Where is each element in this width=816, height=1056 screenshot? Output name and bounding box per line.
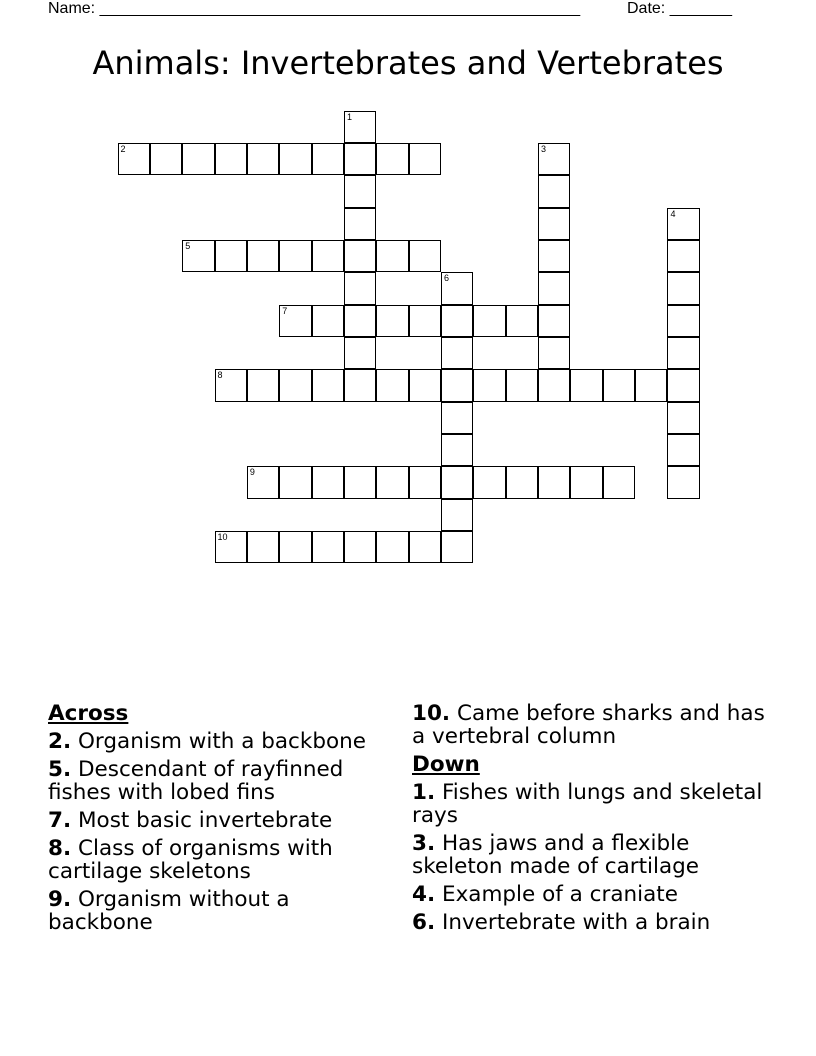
page-title: Animals: Invertebrates and Vertebrates bbox=[92, 44, 724, 82]
crossword-cell[interactable] bbox=[667, 272, 699, 304]
crossword-cell[interactable] bbox=[376, 466, 408, 498]
crossword-cell[interactable] bbox=[247, 531, 279, 563]
crossword-cell[interactable] bbox=[538, 272, 570, 304]
down-heading: Down bbox=[412, 752, 480, 777]
clue-number: 8. bbox=[48, 836, 72, 861]
crossword-cell[interactable] bbox=[441, 369, 473, 401]
crossword-cell[interactable] bbox=[506, 369, 538, 401]
crossword-cell[interactable] bbox=[603, 466, 635, 498]
down-clue bbox=[412, 781, 782, 827]
crossword-cell[interactable] bbox=[473, 369, 505, 401]
crossword-cell[interactable] bbox=[667, 240, 699, 272]
crossword-cell[interactable] bbox=[344, 208, 376, 240]
clue-text: Organism without a backbone bbox=[48, 887, 290, 935]
down-clue bbox=[412, 832, 782, 878]
crossword-cell[interactable] bbox=[506, 305, 538, 337]
clue-number: 5. bbox=[48, 757, 72, 782]
crossword-cell[interactable] bbox=[215, 531, 247, 563]
date-field-label: Date: _______ bbox=[627, 0, 732, 17]
crossword-cell[interactable] bbox=[376, 369, 408, 401]
crossword-cell[interactable] bbox=[215, 143, 247, 175]
clue-text: Descendant of rayfinned fishes with lobed fins bbox=[48, 757, 344, 805]
clue-number: 1. bbox=[412, 780, 436, 805]
down-clue bbox=[412, 911, 782, 934]
cell-number: 2 bbox=[120, 143, 126, 154]
crossword-cell[interactable] bbox=[279, 240, 311, 272]
crossword-cell[interactable] bbox=[667, 434, 699, 466]
crossword-cell[interactable] bbox=[667, 208, 699, 240]
crossword-cell[interactable] bbox=[344, 175, 376, 207]
crossword-cell[interactable] bbox=[279, 369, 311, 401]
crossword-cell[interactable] bbox=[182, 143, 214, 175]
crossword-cell[interactable] bbox=[118, 143, 150, 175]
crossword-cell[interactable] bbox=[215, 369, 247, 401]
crossword-cell[interactable] bbox=[247, 143, 279, 175]
crossword-cell[interactable] bbox=[635, 369, 667, 401]
cell-number: 9 bbox=[249, 467, 255, 478]
crossword-cell[interactable] bbox=[312, 240, 344, 272]
clue-number: 9. bbox=[48, 887, 72, 912]
crossword-cell[interactable] bbox=[150, 143, 182, 175]
crossword-cell[interactable] bbox=[441, 434, 473, 466]
cell-number: 5 bbox=[185, 240, 191, 251]
across-clue bbox=[48, 888, 393, 934]
crossword-cell[interactable] bbox=[344, 305, 376, 337]
crossword-cell[interactable] bbox=[344, 111, 376, 143]
crossword-cell[interactable] bbox=[570, 369, 602, 401]
across-clue bbox=[48, 758, 393, 804]
crossword-cell[interactable] bbox=[409, 531, 441, 563]
crossword-cell[interactable] bbox=[409, 466, 441, 498]
clues-left-column bbox=[48, 702, 393, 939]
crossword-cell[interactable] bbox=[344, 466, 376, 498]
clue-number: 3. bbox=[412, 831, 436, 856]
crossword-cell[interactable] bbox=[473, 466, 505, 498]
crossword-cell[interactable] bbox=[247, 466, 279, 498]
crossword-cell[interactable] bbox=[376, 240, 408, 272]
crossword-cell[interactable] bbox=[409, 240, 441, 272]
crossword-cell[interactable] bbox=[441, 337, 473, 369]
crossword-cell[interactable] bbox=[279, 305, 311, 337]
clue-text: Most basic invertebrate bbox=[77, 808, 333, 833]
crossword-cell[interactable] bbox=[279, 466, 311, 498]
crossword-cell[interactable] bbox=[409, 305, 441, 337]
crossword-cell[interactable] bbox=[667, 466, 699, 498]
crossword-cell[interactable] bbox=[344, 531, 376, 563]
crossword-cell[interactable] bbox=[667, 337, 699, 369]
cell-number: 1 bbox=[346, 111, 352, 122]
crossword-cell[interactable] bbox=[538, 240, 570, 272]
cell-number: 7 bbox=[282, 305, 288, 316]
crossword-cell[interactable] bbox=[441, 402, 473, 434]
crossword-cell[interactable] bbox=[538, 208, 570, 240]
across-clue bbox=[412, 702, 782, 748]
crossword-cell[interactable] bbox=[538, 175, 570, 207]
clue-text: Has jaws and a flexible skeleton made of cartilage bbox=[412, 831, 700, 879]
clue-number: 10. bbox=[412, 701, 451, 726]
crossword-cell[interactable] bbox=[538, 369, 570, 401]
crossword-cell[interactable] bbox=[376, 305, 408, 337]
crossword-cell[interactable] bbox=[344, 337, 376, 369]
cell-number: 10 bbox=[217, 532, 228, 543]
clue-number: 7. bbox=[48, 808, 72, 833]
across-clue bbox=[48, 809, 393, 832]
crossword-cell[interactable] bbox=[279, 531, 311, 563]
cell-number: 3 bbox=[541, 143, 547, 154]
clue-text: Invertebrate with a brain bbox=[441, 910, 711, 935]
clue-text: Fishes with lungs and skeletal rays bbox=[412, 780, 763, 828]
clue-text: Example of a craniate bbox=[441, 882, 678, 907]
crossword-cell[interactable] bbox=[215, 240, 247, 272]
crossword-cell[interactable] bbox=[538, 305, 570, 337]
crossword-cell[interactable] bbox=[603, 369, 635, 401]
crossword-cell[interactable] bbox=[312, 143, 344, 175]
crossword-cell[interactable] bbox=[344, 240, 376, 272]
crossword-cell[interactable] bbox=[441, 466, 473, 498]
clue-number: 2. bbox=[48, 729, 72, 754]
crossword-cell[interactable] bbox=[667, 402, 699, 434]
across-clue bbox=[48, 837, 393, 883]
crossword-cell[interactable] bbox=[312, 531, 344, 563]
name-field-label: Name: ______________________________________________________ bbox=[48, 0, 581, 17]
crossword-cell[interactable] bbox=[538, 143, 570, 175]
crossword-cell[interactable] bbox=[570, 466, 602, 498]
crossword-cell[interactable] bbox=[538, 337, 570, 369]
clue-text: Class of organisms with cartilage skeletons bbox=[48, 836, 333, 884]
crossword-cell[interactable] bbox=[247, 240, 279, 272]
cell-number: 8 bbox=[217, 370, 223, 381]
clues-right-column bbox=[412, 702, 782, 939]
cell-number: 6 bbox=[444, 273, 450, 284]
down-clue bbox=[412, 883, 782, 906]
cell-number: 4 bbox=[670, 208, 676, 219]
crossword-cell[interactable] bbox=[376, 143, 408, 175]
crossword-cell[interactable] bbox=[312, 369, 344, 401]
crossword-cell[interactable] bbox=[182, 240, 214, 272]
across-clue bbox=[48, 730, 393, 753]
crossword-cell[interactable] bbox=[667, 305, 699, 337]
crossword-cell[interactable] bbox=[279, 143, 311, 175]
crossword-cell[interactable] bbox=[312, 305, 344, 337]
crossword-cell[interactable] bbox=[441, 305, 473, 337]
crossword-cell[interactable] bbox=[538, 466, 570, 498]
crossword-cell[interactable] bbox=[473, 305, 505, 337]
clue-number: 6. bbox=[412, 910, 436, 935]
clue-number: 4. bbox=[412, 882, 436, 907]
crossword-cell[interactable] bbox=[312, 466, 344, 498]
crossword-cell[interactable] bbox=[441, 272, 473, 304]
crossword-cell[interactable] bbox=[344, 143, 376, 175]
crossword-cell[interactable] bbox=[667, 369, 699, 401]
clue-text: Organism with a backbone bbox=[77, 729, 366, 754]
crossword-cell[interactable] bbox=[441, 499, 473, 531]
crossword-cell[interactable] bbox=[344, 272, 376, 304]
crossword-cell[interactable] bbox=[409, 143, 441, 175]
clue-text: Came before sharks and has a vertebral column bbox=[412, 701, 765, 749]
crossword-cell[interactable] bbox=[409, 369, 441, 401]
crossword-cell[interactable] bbox=[506, 466, 538, 498]
crossword-cell[interactable] bbox=[344, 369, 376, 401]
crossword-cell[interactable] bbox=[376, 531, 408, 563]
crossword-cell[interactable] bbox=[247, 369, 279, 401]
crossword-cell[interactable] bbox=[441, 531, 473, 563]
across-heading: Across bbox=[48, 701, 129, 726]
